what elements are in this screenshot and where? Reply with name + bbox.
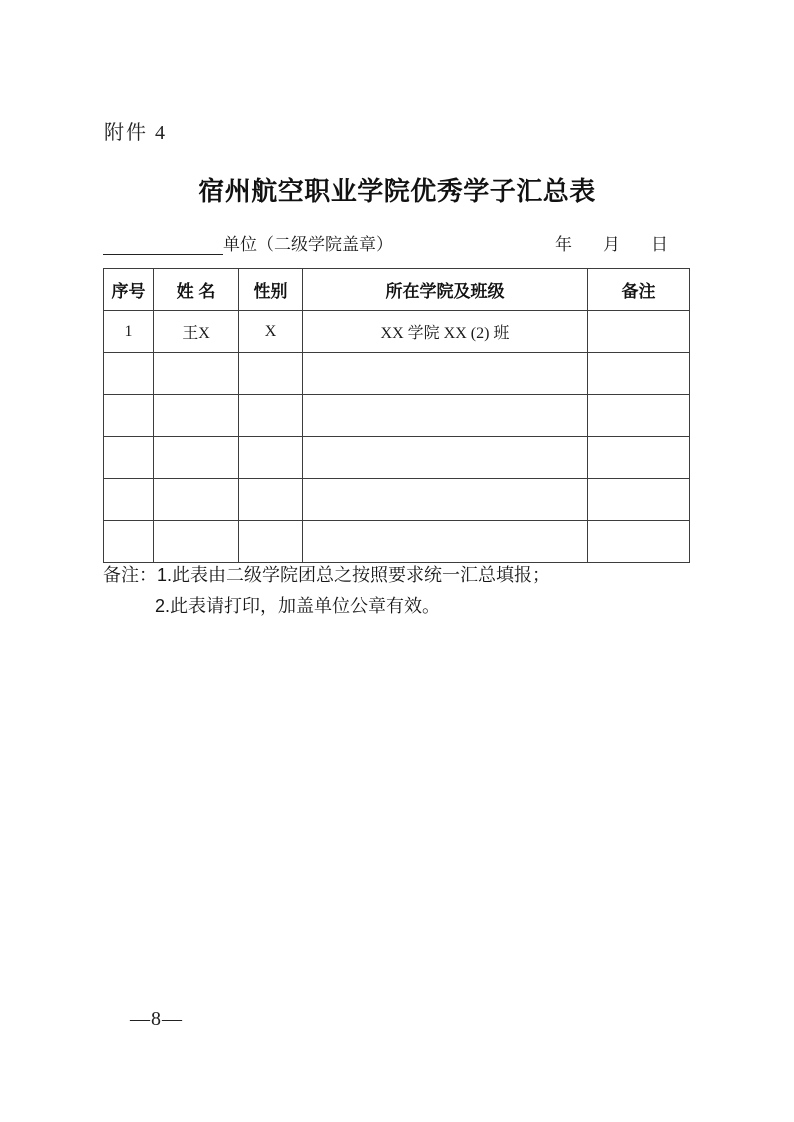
cell-gender	[239, 479, 303, 521]
summary-table	[103, 268, 690, 563]
table-row	[104, 311, 690, 353]
cell-index	[104, 521, 154, 563]
unit-line	[103, 231, 688, 255]
cell-remarks	[588, 395, 690, 437]
attachment-label: 附件 4	[104, 122, 167, 144]
table-header-row	[104, 269, 690, 311]
cell-index	[104, 353, 154, 395]
page-number: —8—	[130, 1008, 183, 1030]
col-header-college-class: 所在学院及班级	[303, 269, 588, 311]
cell-name: 王X	[154, 311, 239, 353]
cell-college-class	[303, 479, 588, 521]
cell-name	[154, 479, 239, 521]
note-item-1: 1.此表由二级学院团总之按照要求统一汇总填报；	[157, 565, 551, 585]
table-row	[104, 521, 690, 563]
table-row	[104, 479, 690, 521]
cell-gender: X	[239, 311, 303, 353]
notes-label: 备注：	[103, 565, 157, 585]
cell-name	[154, 353, 239, 395]
col-header-remarks: 备注	[588, 269, 690, 311]
day-label: 日	[651, 235, 668, 254]
cell-college-class	[303, 353, 588, 395]
cell-name	[154, 521, 239, 563]
note-line-2	[103, 591, 703, 622]
table-row	[104, 353, 690, 395]
table-row	[104, 395, 690, 437]
col-header-index: 序号	[104, 269, 154, 311]
cell-college-class	[303, 437, 588, 479]
cell-college-class: XX 学院 XX (2) 班	[303, 311, 588, 353]
cell-gender	[239, 437, 303, 479]
month-label: 月	[603, 235, 620, 254]
cell-college-class	[303, 521, 588, 563]
cell-remarks	[588, 521, 690, 563]
cell-remarks	[588, 479, 690, 521]
cell-gender	[239, 395, 303, 437]
note-line-1	[103, 560, 703, 591]
cell-remarks	[588, 437, 690, 479]
date-line	[555, 230, 668, 255]
cell-index	[104, 437, 154, 479]
col-header-name: 姓 名	[154, 269, 239, 311]
year-label: 年	[555, 235, 572, 254]
cell-index: 1	[104, 311, 154, 353]
cell-remarks	[588, 311, 690, 353]
cell-remarks	[588, 353, 690, 395]
table-row	[104, 437, 690, 479]
notes-section	[103, 560, 703, 622]
page-title: 宿州航空职业学院优秀学子汇总表	[198, 176, 596, 206]
cell-name	[154, 437, 239, 479]
unit-fill-in-blank	[103, 234, 223, 255]
note-item-2: 2.此表请打印，加盖单位公章有效。	[155, 596, 441, 616]
cell-index	[104, 479, 154, 521]
col-header-gender: 性别	[239, 269, 303, 311]
cell-index	[104, 395, 154, 437]
cell-name	[154, 395, 239, 437]
cell-gender	[239, 521, 303, 563]
cell-gender	[239, 353, 303, 395]
unit-label: 单位（二级学院盖章）	[223, 235, 393, 254]
cell-college-class	[303, 395, 588, 437]
